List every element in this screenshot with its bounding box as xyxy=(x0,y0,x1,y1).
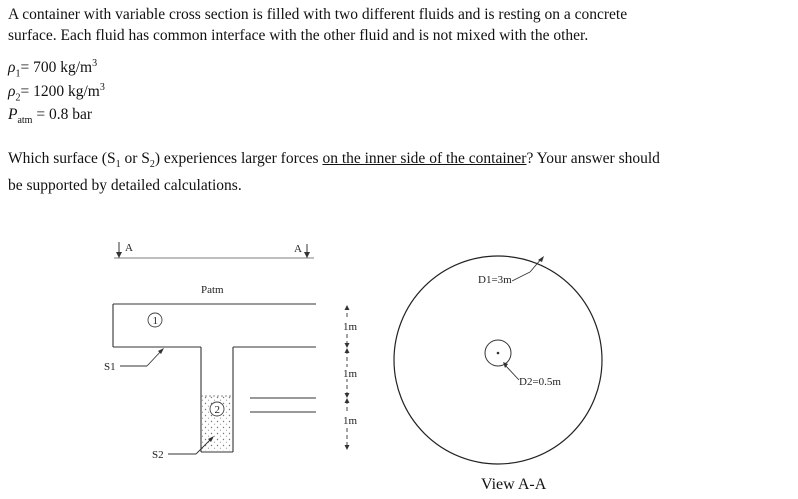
question-part-2: or S xyxy=(120,150,150,167)
fluid-2-marker xyxy=(210,402,224,416)
rho1-subscript: 1 xyxy=(15,68,21,80)
outer-circle xyxy=(394,256,602,464)
rho2-value: = 1200 kg/m xyxy=(20,83,100,101)
intro-line-2: surface. Each fluid has common interface with the other fluid and is not mixed with the other. xyxy=(8,27,589,44)
patm-subscript: atm xyxy=(17,115,33,127)
intro-line-1: A container with variable cross section is filled with two different fluids and is resting on a concrete xyxy=(8,6,628,23)
view-caption: View A-A xyxy=(481,476,547,493)
dim-top-label: 1m xyxy=(343,321,358,333)
rho2-symbol: ρ xyxy=(8,83,16,101)
section-marker-right xyxy=(294,243,310,258)
question-part-1: Which surface (S xyxy=(8,150,116,167)
fluid-1-label: 1 xyxy=(152,315,158,327)
question-line-2: be supported by detailed calculations. xyxy=(8,177,242,195)
outer-diameter-label: D1=3m xyxy=(478,274,512,286)
section-marker-left xyxy=(116,242,133,258)
section-marker-right-label: A xyxy=(294,243,302,255)
patm-symbol: P xyxy=(8,106,18,123)
question-part-3: ) experiences larger forces xyxy=(154,150,323,167)
dim-middle-label: 1m xyxy=(343,368,358,380)
question-s2-sub: 2 xyxy=(149,159,155,171)
center-point xyxy=(497,352,500,355)
rho2-subscript: 2 xyxy=(15,92,21,104)
atmosphere-label: Patm xyxy=(201,284,224,296)
fluid-2-label: 2 xyxy=(214,404,220,416)
inner-diameter-callout xyxy=(503,362,561,388)
outer-diameter-callout xyxy=(478,256,544,286)
rho2-exponent: 3 xyxy=(99,82,105,93)
question-underlined: on the inner side of the container xyxy=(322,150,527,167)
rho1-exponent: 3 xyxy=(92,58,98,69)
rho1-symbol: ρ xyxy=(8,59,16,77)
dim-bottom-label: 1m xyxy=(343,415,358,427)
surface-1-label: S1 xyxy=(104,361,116,373)
patm-value: = 0.8 bar xyxy=(32,106,93,123)
section-marker-left-label: A xyxy=(125,242,133,254)
surface-2-label: S2 xyxy=(152,449,164,461)
question-part-4: ? Your answer should xyxy=(526,150,660,167)
surface-1-pointer xyxy=(104,348,164,373)
inner-diameter-label: D2=0.5m xyxy=(519,376,561,388)
fluid-1-marker xyxy=(148,313,162,327)
rho1-value: = 700 kg/m xyxy=(20,59,93,77)
question-s1-sub: 1 xyxy=(115,159,121,171)
